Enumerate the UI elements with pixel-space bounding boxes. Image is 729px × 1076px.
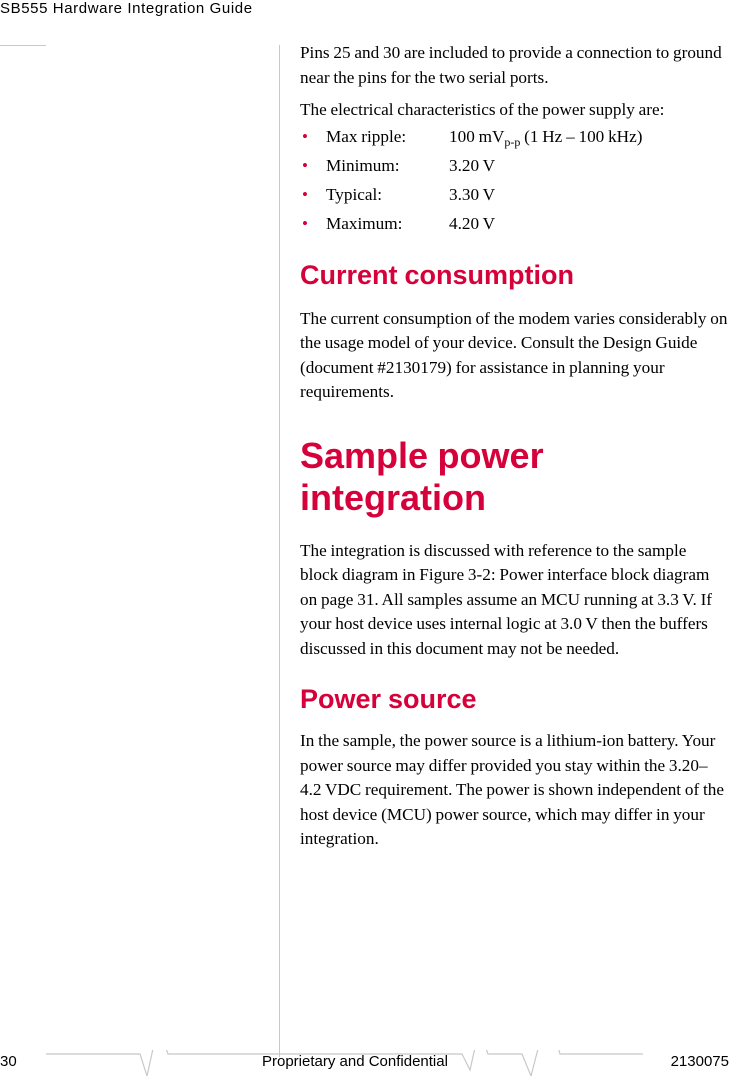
- bullet-icon: •: [302, 213, 308, 233]
- power-spec-list: [300, 125, 728, 241]
- spec-value: 3.20 V: [449, 155, 495, 175]
- spec-value: 3.30 V: [449, 184, 495, 204]
- page-number: 30: [0, 1053, 17, 1070]
- section-heading-sample-power: Sample power integration: [300, 434, 544, 518]
- spec-label: Maximum:: [326, 213, 403, 233]
- spec-label: Typical:: [326, 184, 383, 204]
- margin-rule: [279, 45, 280, 1057]
- bullet-icon: •: [302, 155, 308, 175]
- spec-value: 4.20 V: [449, 213, 495, 233]
- page-footer: [0, 1050, 729, 1076]
- intro-paragraph: Pins 25 and 30 are included to provide a connection to ground near the pins for the two serial ports.: [300, 43, 722, 87]
- power-supply-intro: The electrical characteristics of the power supply are:: [300, 100, 665, 119]
- spec-value: 100 $mV_{p-p}$ (1 Hz – 100 kHz): [449, 126, 643, 149]
- page-body: [300, 41, 728, 860]
- list-item: [300, 212, 728, 241]
- list-item: [300, 154, 728, 183]
- confidential-notice: Proprietary and Confidential: [262, 1053, 448, 1070]
- document-number: 2130075: [670, 1053, 729, 1070]
- section-heading-current-consumption: Current consumption: [300, 259, 574, 290]
- list-item: [300, 125, 728, 154]
- running-header: SB555 Hardware Integration Guide: [0, 0, 253, 17]
- current-consumption-text: The current consumption of the modem varies considerably on the usage model of your device. Consult the Design Guide (document #2130179) for assistance in planning your requirements.: [300, 308, 728, 401]
- spec-label: Minimum:: [326, 155, 400, 175]
- header-rule: [0, 45, 46, 46]
- spec-label: Max ripple:: [326, 126, 407, 146]
- sample-power-text: The integration is discussed with reference to the sample block diagram in Figure 3-2: Power interface block diagram on page 31. All samples assume an MCU running at 3.3 V. If your host device uses internal logic at 3.0 V then the buffers discussed in this document may not be needed.: [300, 540, 713, 658]
- bullet-icon: •: [302, 184, 308, 204]
- bullet-icon: •: [302, 126, 308, 146]
- power-source-text: In the sample, the power source is a lithium-ion battery. Your power source may differ provided you stay within the 3.20–4.2 VDC requirement. The power is shown independent of the host device (MCU) power source, which may differ in your integration.: [300, 731, 724, 848]
- list-item: [300, 183, 728, 212]
- section-heading-power-source: Power source: [300, 684, 477, 714]
